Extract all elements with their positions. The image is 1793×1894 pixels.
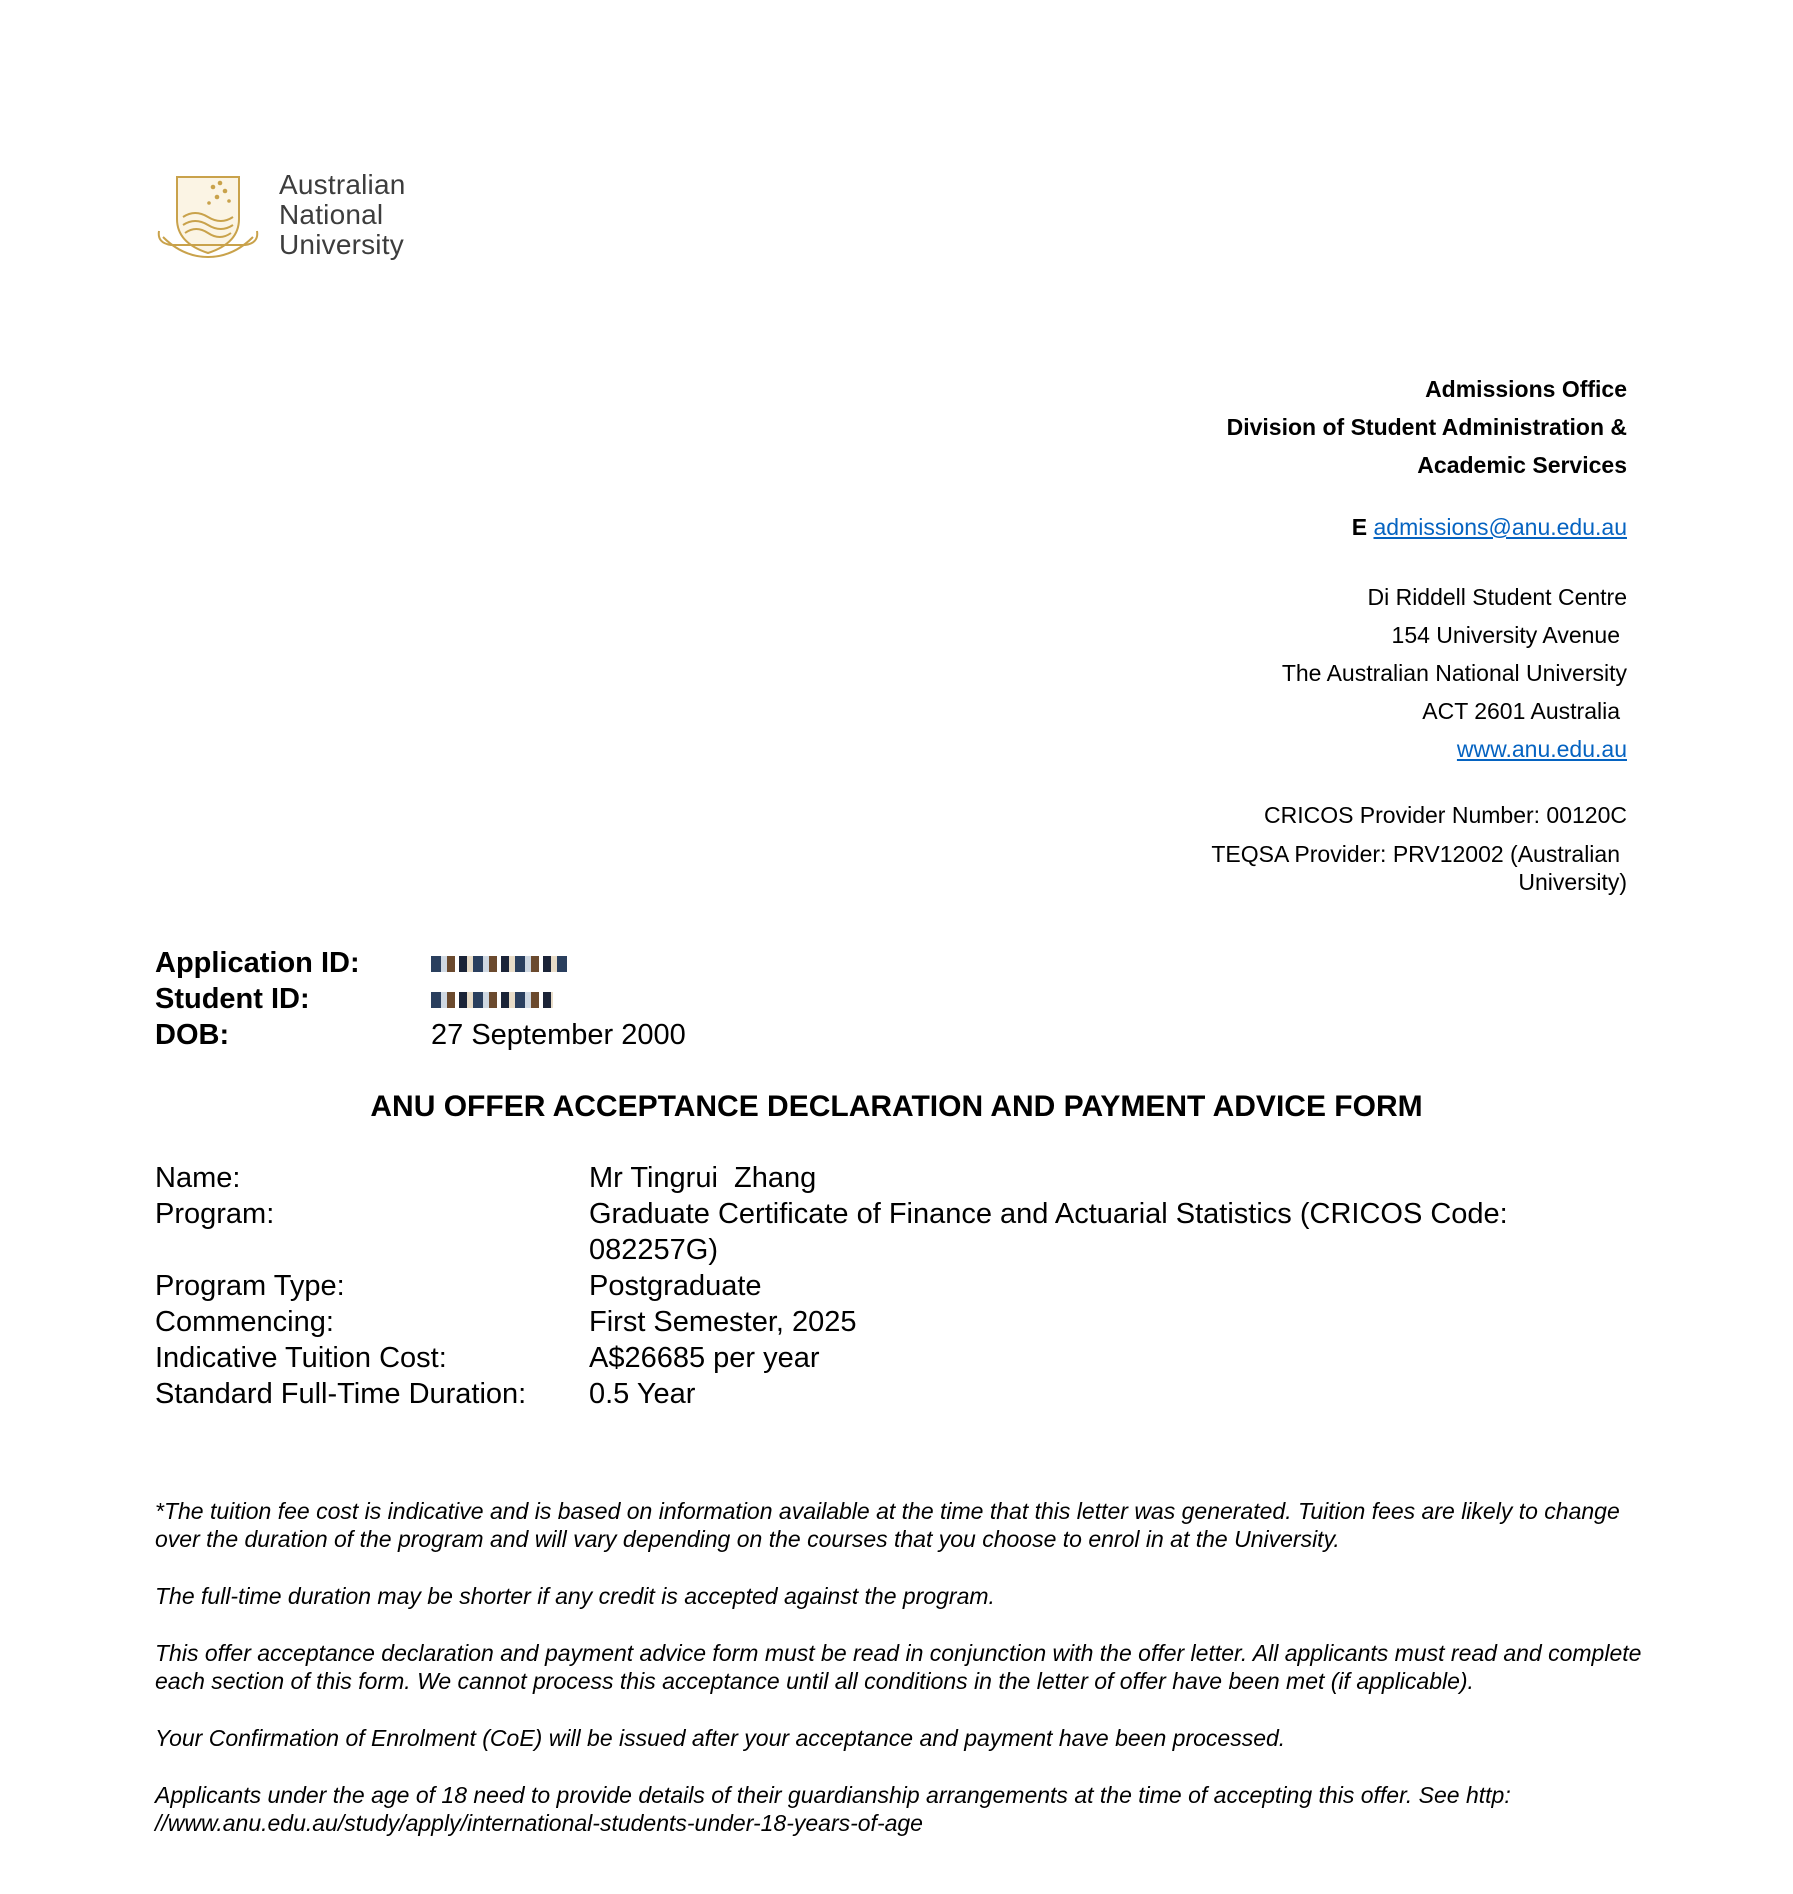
teqsa-provider-line2: University) bbox=[1518, 869, 1627, 895]
program-type-value: Postgraduate bbox=[589, 1270, 762, 1302]
dob-label: DOB: bbox=[155, 1018, 230, 1051]
applicant-ids bbox=[155, 945, 686, 1053]
detail-row-duration bbox=[155, 1376, 1589, 1412]
office-name: Admissions Office bbox=[1425, 376, 1627, 402]
detail-row-program bbox=[155, 1196, 1589, 1268]
postal-address bbox=[1211, 578, 1627, 768]
logo-line-2: National bbox=[279, 199, 384, 230]
program-type-label: Program Type: bbox=[155, 1270, 345, 1302]
anu-logo bbox=[153, 170, 433, 270]
division-name-line2: Academic Services bbox=[1417, 452, 1627, 478]
commencing-label: Commencing: bbox=[155, 1306, 334, 1338]
tuition-value: A$26685 per year bbox=[589, 1342, 820, 1374]
commencing-value: First Semester, 2025 bbox=[589, 1306, 857, 1338]
address-line-4: ACT 2601 Australia bbox=[1422, 698, 1620, 724]
office-contact-block bbox=[1211, 370, 1627, 896]
anu-crest-icon bbox=[153, 173, 263, 261]
student-id-row bbox=[155, 981, 686, 1017]
duration-label: Standard Full-Time Duration: bbox=[155, 1378, 527, 1410]
detail-row-commencing bbox=[155, 1304, 1589, 1340]
logo-wordmark bbox=[279, 170, 406, 260]
student-id-redacted bbox=[431, 992, 553, 1008]
address-line-2: 154 University Avenue bbox=[1391, 622, 1620, 648]
offer-details bbox=[155, 1160, 1589, 1412]
note-coe: Your Confirmation of Enrolment (CoE) will be issued after your acceptance and payment have been processed. bbox=[155, 1725, 1286, 1751]
email-line bbox=[1211, 512, 1627, 542]
detail-row-tuition bbox=[155, 1340, 1589, 1376]
application-id-label: Application ID: bbox=[155, 946, 360, 979]
dob-row bbox=[155, 1017, 686, 1053]
duration-value: 0.5 Year bbox=[589, 1378, 696, 1410]
website-link[interactable]: www.anu.edu.au bbox=[1456, 736, 1627, 762]
email-link[interactable]: admissions@anu.edu.au bbox=[1373, 514, 1627, 540]
note-tuition-indicative: *The tuition fee cost is indicative and is based on information available at the time that this letter was generated. Tuition fees are likely to change over the duration of the program and will vary depending on the courses that you choose to enrol in at the University. bbox=[155, 1498, 1620, 1552]
student-id-label: Student ID: bbox=[155, 982, 310, 1015]
division-name-line1: Division of Student Administration & bbox=[1226, 414, 1627, 440]
tuition-label: Indicative Tuition Cost: bbox=[155, 1342, 447, 1374]
note-under-18: Applicants under the age of 18 need to provide details of their guardianship arrangements at the time of accepting this offer. See http: //www.anu.edu.au/study/apply/international-students-under-18-years-of-age bbox=[155, 1782, 1511, 1836]
logo-line-1: Australian bbox=[279, 169, 406, 200]
logo-line-3: University bbox=[279, 229, 404, 260]
name-value: Mr Tingrui Zhang bbox=[589, 1162, 817, 1194]
detail-row-program-type bbox=[155, 1268, 1589, 1304]
address-line-3: The Australian National University bbox=[1281, 660, 1627, 686]
provider-numbers bbox=[1211, 796, 1627, 896]
application-id-redacted bbox=[431, 956, 567, 972]
teqsa-provider-line1: TEQSA Provider: PRV12002 (Australian bbox=[1211, 841, 1620, 867]
name-label: Name: bbox=[155, 1162, 241, 1194]
note-duration-credit: The full-time duration may be shorter if any credit is accepted against the program. bbox=[155, 1583, 995, 1609]
application-id-row bbox=[155, 945, 686, 981]
program-label: Program: bbox=[155, 1198, 275, 1230]
notes-section bbox=[155, 1497, 1655, 1866]
note-read-with-offer: This offer acceptance declaration and payment advice form must be read in conjunction with the offer letter. All applicants must read and complete each section of this form. We cannot process this acceptance until all conditions in the letter of offer have been met (if applicable). bbox=[155, 1640, 1642, 1694]
program-value: Graduate Certificate of Finance and Actuarial Statistics (CRICOS Code: 082257G) bbox=[589, 1198, 1508, 1266]
dob-value: 27 September 2000 bbox=[431, 1018, 686, 1051]
address-line-1: Di Riddell Student Centre bbox=[1367, 584, 1627, 610]
detail-row-name bbox=[155, 1160, 1589, 1196]
email-label: E bbox=[1351, 514, 1368, 540]
form-title: ANU OFFER ACCEPTANCE DECLARATION AND PAYMENT ADVICE FORM bbox=[370, 1090, 1423, 1123]
cricos-provider: CRICOS Provider Number: 00120C bbox=[1263, 802, 1627, 828]
